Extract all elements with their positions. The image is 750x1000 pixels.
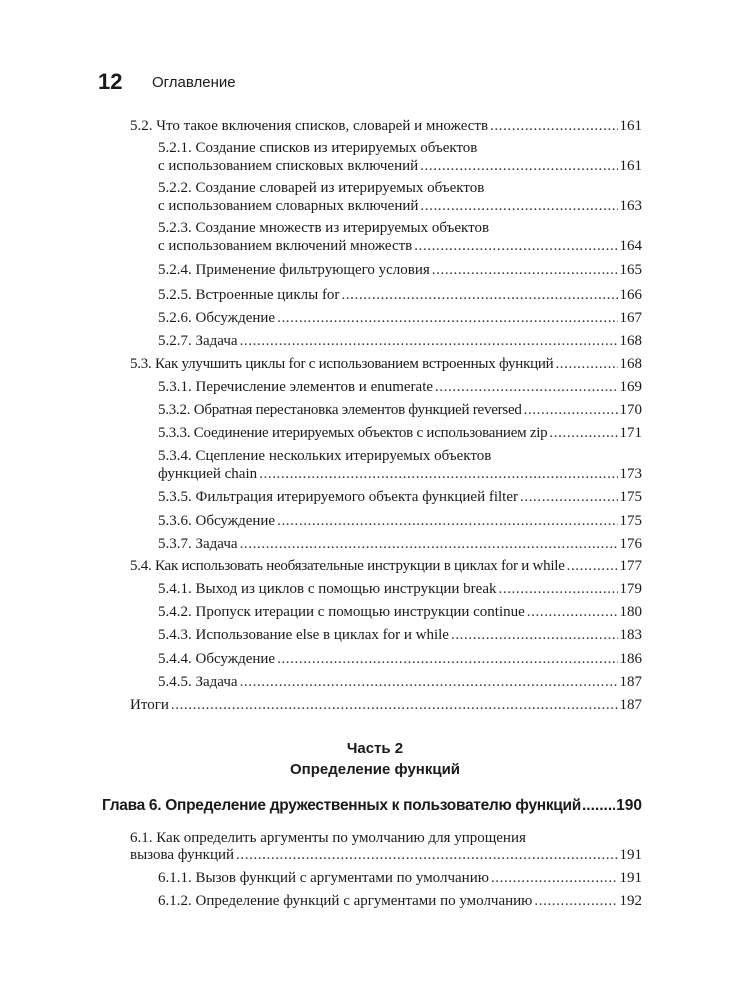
toc-entry: 5.2.3. Создание множеств из итерируемых объектов xyxy=(158,220,490,236)
toc-entry: 5.2. Что такое включения списков, словарей и множеств ..... 161 xyxy=(130,114,642,138)
toc-entry: 5.3.3. Соединение итерируемых объектов с использованием zip ..... 171 xyxy=(158,421,642,445)
toc-entry: 5.2.7. Задача ..... 168 xyxy=(158,329,642,353)
toc-entry: 6.1.1. Вызов функций с аргументами по умолчанию ..... 191 xyxy=(158,866,642,890)
part-label: Часть 2 xyxy=(346,740,404,757)
toc-entry: 5.3.6. Обсуждение ..... 175 xyxy=(158,509,642,533)
toc-entry: 5.2.2. Создание словарей из итерируемых объектов xyxy=(158,180,485,196)
part-title: Определение функций xyxy=(289,761,461,778)
toc-entry: 5.3.4. Сцепление нескольких итерируемых объектов xyxy=(158,448,492,464)
toc-entry: 5.3.1. Перечисление элементов и enumerate ..... 169 xyxy=(158,375,642,399)
toc-entry-cont: вызова функций ..... 191 xyxy=(130,843,642,867)
toc-entry-cont: с использованием включений множеств ..... 164 xyxy=(158,234,642,258)
toc-entry-cont: функцией chain ..... 173 xyxy=(158,462,642,486)
toc-entry: 5.4. Как использовать необязательные инструкции в циклах for и while ..... 177 xyxy=(130,554,642,578)
page-number: 12 xyxy=(98,69,123,94)
toc-entry: 5.4.1. Выход из циклов с помощью инструкции break ..... 179 xyxy=(158,577,642,601)
toc-entry: 5.4.2. Пропуск итерации с помощью инструкции continue ..... 180 xyxy=(158,600,642,624)
toc-entry: Итоги ..... 187 xyxy=(130,693,642,717)
toc-entry: 5.3.5. Фильтрация итерируемого объекта функцией filter ..... 175 xyxy=(158,485,642,509)
toc-entry: 5.2.6. Обсуждение ..... 167 xyxy=(158,306,642,330)
toc-entry: 5.2.1. Создание списков из итерируемых объектов xyxy=(158,140,478,156)
toc-entry: 5.3.7. Задача ..... 176 xyxy=(158,532,642,556)
toc-entry: 5.4.3. Использование else в циклах for и while ..... 183 xyxy=(158,623,642,647)
running-title: Оглавление xyxy=(152,74,236,91)
toc-entry: 5.2.5. Встроенные циклы for ..... 166 xyxy=(158,283,642,307)
toc-entry: 5.4.4. Обсуждение ..... 186 xyxy=(158,647,642,671)
toc-entry: 5.2.4. Применение фильтрующего условия ..... 165 xyxy=(158,258,642,282)
toc-entry: 6.1.2. Определение функций с аргументами по умолчанию ..... 192 xyxy=(158,889,642,913)
toc-entry: 5.4.5. Задача ..... 187 xyxy=(158,670,642,694)
toc-entry: 5.3. Как улучшить циклы for с использованием встроенных функций ..... 168 xyxy=(130,352,642,376)
toc-entry-cont: с использованием словарных включений ..... 163 xyxy=(158,194,642,218)
toc-entry: 6.1. Как определить аргументы по умолчанию для упрощения xyxy=(130,830,526,846)
toc-entry-cont: с использованием списковых включений ..... 161 xyxy=(158,154,642,178)
toc-entry: 5.3.2. Обратная перестановка элементов функцией reversed ..... 170 xyxy=(158,398,642,422)
chapter-heading: Глава 6. Определение дружественных к пользователю функций ..... 190 xyxy=(102,793,642,819)
